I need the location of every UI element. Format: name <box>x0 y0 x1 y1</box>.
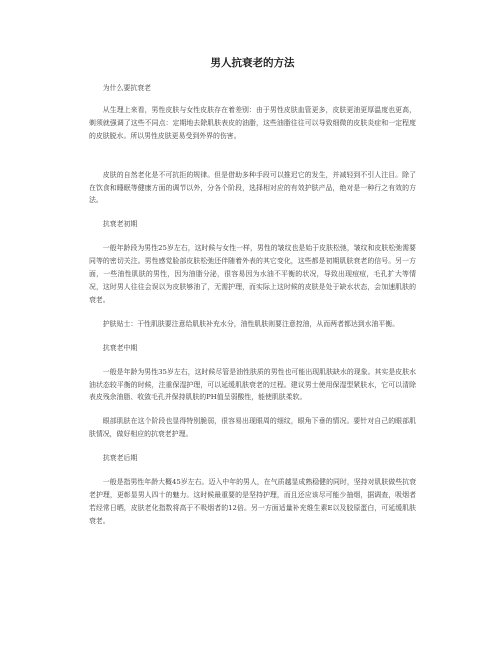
paragraph-eye-care: 眼部肌肤在这个阶段也显得特别脆弱，很容易出现眼周的细纹，眼角下垂的情况。要针对自己的眼部肌肤情况，做好相应的抗衰老护理。 <box>89 417 416 439</box>
section-heading-early: 抗衰老初期 <box>102 220 138 229</box>
paragraph-late-stage: 一般是指男性年龄大概45岁左右。迈入中年的男人，在气质越显成熟稳健的同时，坚持对肌肤做些抗衰老护理，更彰显男人四十的魅力。这时候最重要的是坚持护理，而且还应该尽可能少抽烟，据调查，吸烟者若经常日晒，皮肤老化指数将高于不吸烟者的12倍。另一方面适量补充维生素E以及胶原蛋白，可延缓肌肤衰老。 <box>89 478 416 525</box>
paragraph-physiology: 从生理上来看，男性皮肤与女性皮肤存在着差别：由于男性皮肤血管更多，皮肤更油更厚温度也更高，剃须就强调了这些不同点：定期地去除肌肤表皮的油脂，这些油脂往往可以导致细微的皮肤炎症和一定程度的皮肤脱水。所以男性皮肤更易受到外界的伤害。 <box>89 105 416 140</box>
paragraph-middle-stage: 一般是年龄为男性35岁左右，这时候尽管是油性肤质的男性也可能出现肌肤缺水的现象。其实是皮肤水油状态较平衡的时候，注重保湿护理，可以延缓肌肤衰老的过程。建议男士使用保湿型紧肤水，它可以清除表皮残余油脂、收敛毛孔并保持肌肤的PH值呈弱酸性，能使肌肤柔软。 <box>89 367 416 402</box>
document-title: 男人抗衰老的方法 <box>210 57 295 69</box>
document-page <box>89 56 416 528</box>
paragraph-early-stage: 一般年龄段为男性25岁左右，这时候与女性一样，男性的皱纹也是始于皮肤松弛，皱纹和皮肤松弛需要同等的密切关注。男性感觉脸部皮肤松弛还伴随着外表的其它变化，这些都是初期肌肤衰老的信号。另一方面，一些油性肌肤的男性，因为油脂分泌，很容易因为水油不平衡的状况，导致出现痘痘，毛孔扩大等情况，这时男人往往会误以为皮肤够油了，无需护理，而实际上这时候的皮肤是处于缺水状态，会加速肌肤的衰老。 <box>89 244 416 304</box>
section-heading-late: 抗衰老后期 <box>102 454 138 463</box>
section-heading-middle: 抗衰老中期 <box>102 343 138 352</box>
paragraph-natural-aging: 皮肤的自然老化是不可抗拒的规律。但是借助多种手段可以推迟它的发生，并减轻到不引人注目。除了在饮食和睡眠等健康方面的调节以外，分各个阶段，选择相对应的有效护肤产品，绝对是一种行之有效的方法。 <box>89 170 416 205</box>
paragraph-skin-tip: 护肤贴士：干性肌肤要注意给肌肤补充水分，油性肌肤则要注意控油，从而两者都达到水油平衡。 <box>102 319 400 328</box>
section-heading-why: 为什么要抗衰老 <box>102 84 152 92</box>
